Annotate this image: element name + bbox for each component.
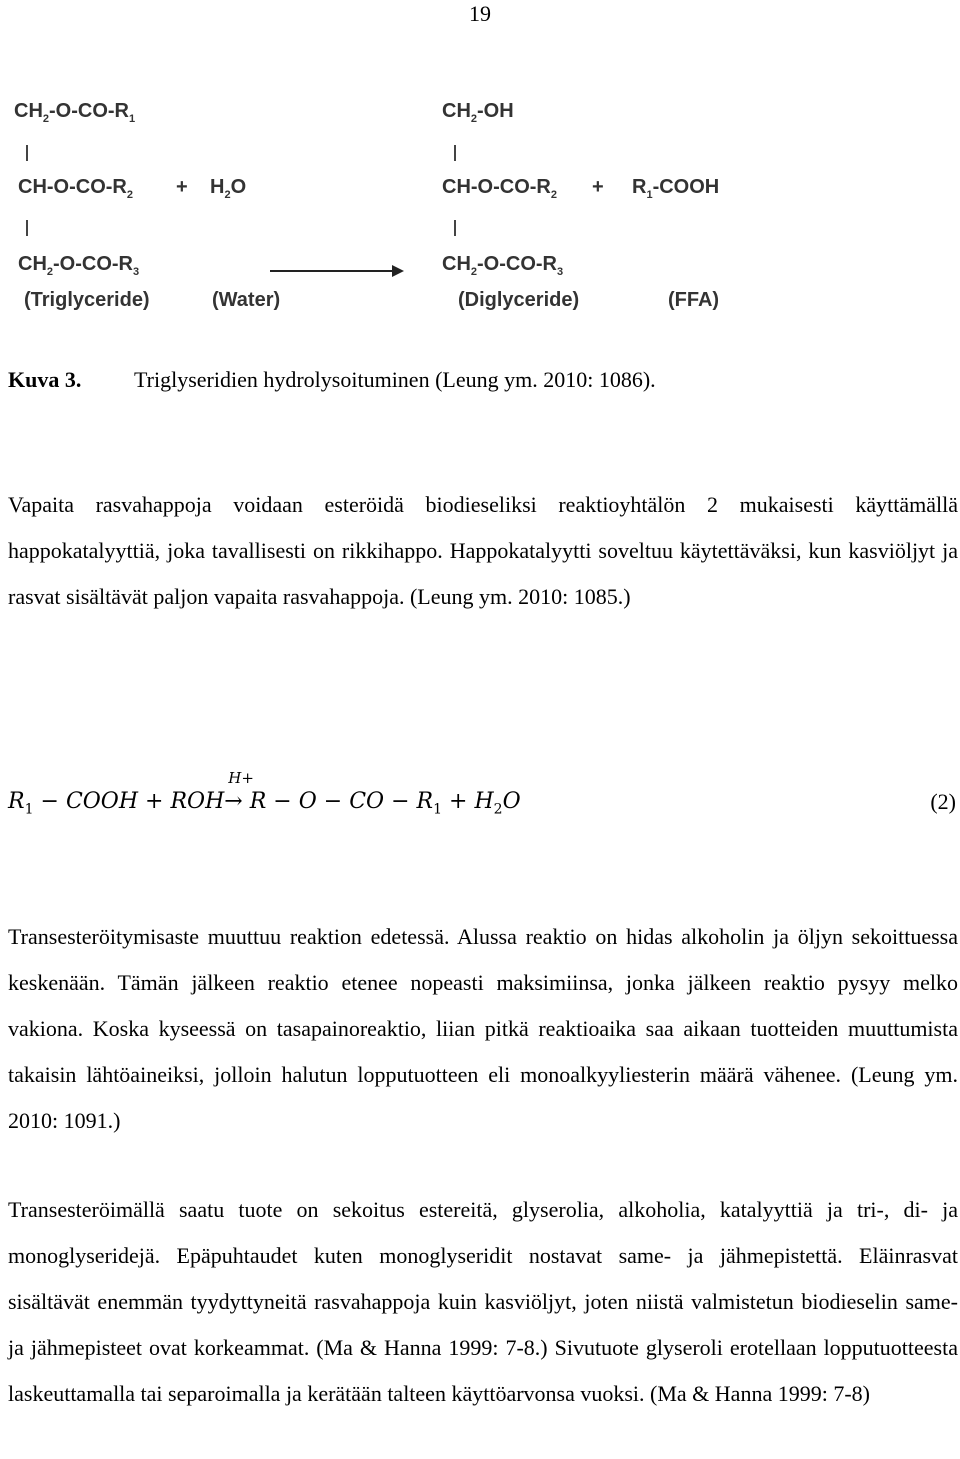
figure-number: Kuva 3. [8, 367, 82, 392]
equation-number: (2) [930, 789, 956, 814]
plus-sign: + [592, 176, 604, 198]
product-line-1: $CH_2-OH$ [442, 100, 514, 125]
hydrolysis-reaction-scheme [0, 85, 960, 325]
bond-line [26, 145, 28, 161]
diglyceride-label: (Diglyceride) [458, 289, 580, 311]
water-formula: $H_2O$ [210, 176, 247, 201]
bond-line [454, 220, 456, 236]
product-line-2: $CH-O-CO-R_2$ [442, 176, 557, 201]
triglyceride-label: (Triglyceride) [24, 289, 150, 311]
bond-line [26, 220, 28, 236]
ffa-formula: $R_1$-COOH [632, 176, 720, 201]
figure-caption-text: Triglyseridien hydrolysoituminen (Leung ym. 2010: 1086). [134, 367, 656, 392]
bond-line [454, 145, 456, 161]
reactant-line-3: $CH_2-O-CO-R_3$ [18, 253, 140, 278]
catalyst-arrow: H+ → [224, 769, 254, 814]
figure-caption [8, 365, 656, 395]
page-number: 19 [469, 1, 491, 26]
equation-formula: $R_1$ − COOH + ROH H+ → R − O − CO − $R_1 + H_2O$ [8, 780, 521, 831]
paragraph-2: Transesteröitymisaste muuttuu reaktion edetessä. Alussa reaktio on hidas alkoholin ja öljyn sekoittuessa keskenään. Tämän jälkeen reaktio etenee nopeasti maksimiinsa, jonka jälkeen reaktio pysyy melko vakiona. Koska kyseessä on tasapainoreaktio, liian pitkä reaktioaika saa aikaan tuotteiden muuttumista takaisin lähtöaineiksi, jolloin halutun lopputuotteen eli monoalkyyliesterin määrä vähenee. (Leung ym. 2010: 1091.) [8, 924, 958, 1133]
reactant-line-1: $CH_2-O-CO-R_1$ [14, 100, 136, 125]
product-line-3: $CH_2-O-CO-R_3$ [442, 253, 564, 278]
plus-sign: + [176, 176, 188, 198]
equation-2 [8, 769, 958, 824]
arrow-head-icon [392, 265, 404, 277]
paragraph-3: Transesteröimällä saatu tuote on sekoitus estereitä, glyserolia, alkoholia, katalyyttiä ja tri-, di- ja monoglyseridejä. Epäpuhtaudet kuten monoglyseridit nostavat same- ja jähmepistettä. Eläinrasvat sisältävät enemmän tyydyttyneitä rasvahappoja kuin kasviöljyt, joten niistä valmistetun biodieselin same- ja jähmepisteet ovat korkeammat. (Ma & Hanna 1999: 7-8.) Sivutuote glyseroli erotellaan lopputuotteesta laskeuttamalla tai separoimalla ja kerätään talteen käyttöarvonsa vuoksi. (Ma & Hanna 1999: 7-8) [8, 1197, 958, 1406]
paragraph-1: Vapaita rasvahappoja voidaan esteröidä biodieseliksi reaktioyhtälön 2 mukaisesti käyttämällä happokatalyyttiä, joka tavallisesti on rikkihappo. Happokatalyytti soveltuu käytettäväksi, kun kasviöljyt ja rasvat sisältävät paljon vapaita rasvahappoja. (Leung ym. 2010: 1085.) [8, 492, 958, 609]
ffa-label: (FFA) [668, 289, 720, 311]
reactant-line-2: $CH-O-CO-R_2$ [18, 176, 133, 201]
water-label: (Water) [212, 289, 281, 311]
reaction-arrow [270, 270, 394, 272]
